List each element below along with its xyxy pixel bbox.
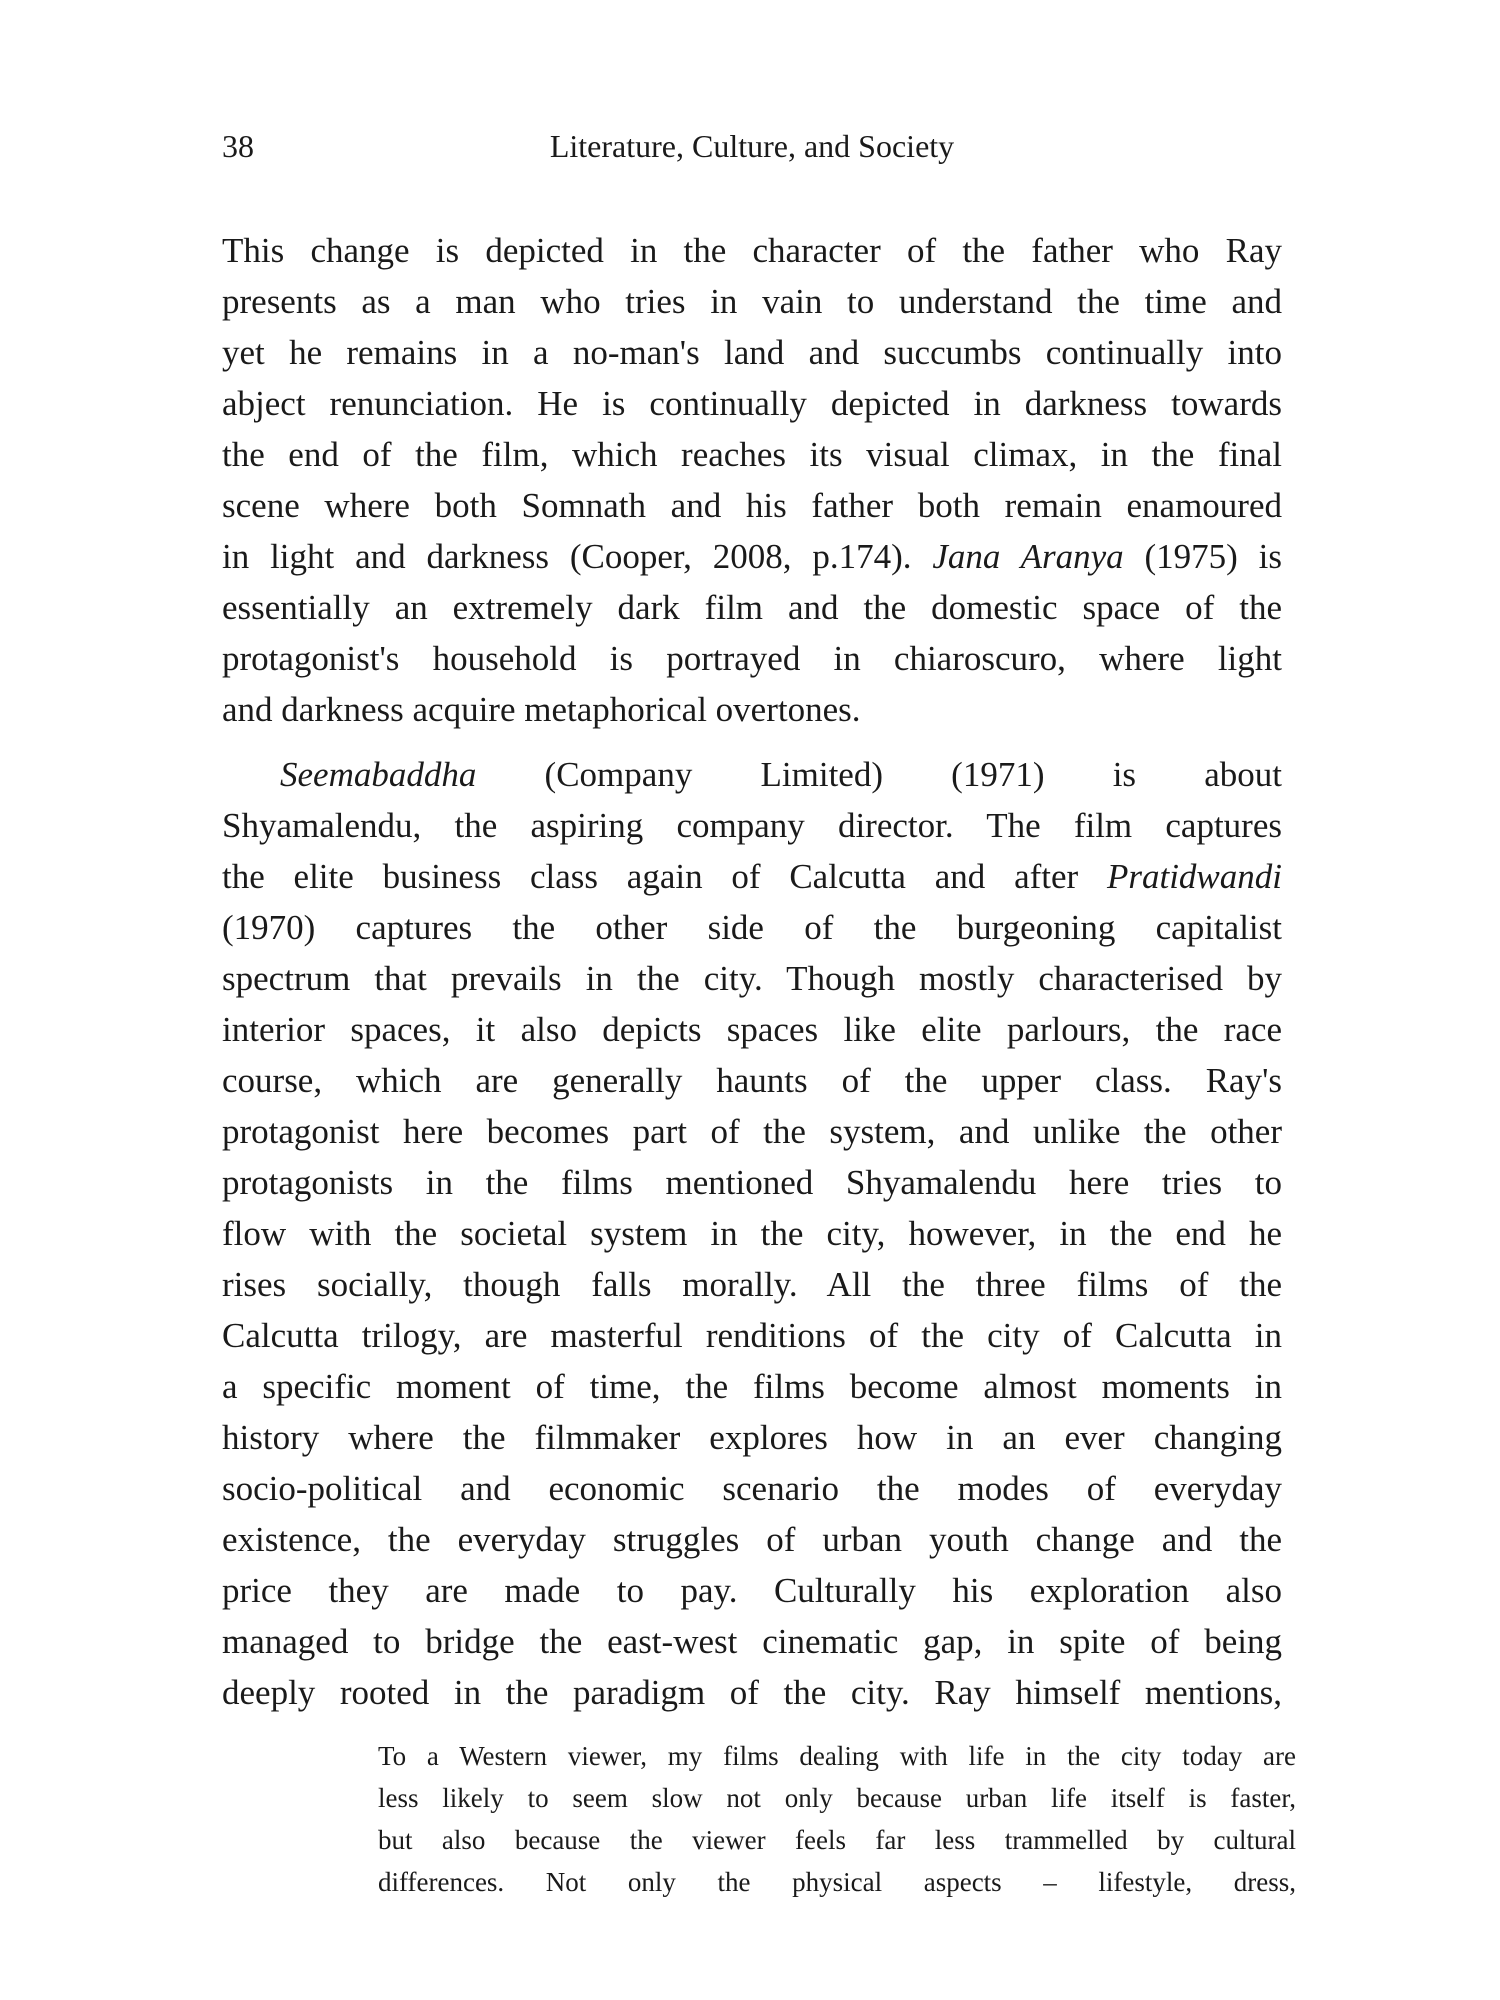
film-title: Jana Aranya <box>932 537 1124 576</box>
text-line: presents as a man who tries in vain to understand the time and <box>222 282 1282 321</box>
text-line <box>222 749 1282 800</box>
quote-line: less likely to seem slow not only because urban life itself is faster, <box>378 1783 1296 1813</box>
text-line: Calcutta trilogy, are masterful renditions of the city of Calcutta in <box>222 1316 1282 1355</box>
text-line: rises socially, though falls morally. All the three films of the <box>222 1265 1282 1304</box>
paragraph <box>222 749 1282 1718</box>
text-line <box>222 531 1282 582</box>
text-line: a specific moment of time, the films become almost moments in <box>222 1367 1282 1406</box>
paragraph <box>222 225 1282 735</box>
film-title: Pratidwandi <box>1106 857 1282 896</box>
text-line: spectrum that prevails in the city. Though mostly characterised by <box>222 959 1282 998</box>
text-line: yet he remains in a no-man's land and succumbs continually into <box>222 333 1282 372</box>
running-title: Literature, Culture, and Society <box>549 128 955 164</box>
text-span: the elite business class again of Calcutta and after <box>222 857 1107 896</box>
text-line: the end of the film, which reaches its visual climax, in the final <box>222 435 1282 474</box>
text-line: deeply rooted in the paradigm of the city. Ray himself mentions, <box>222 1673 1282 1712</box>
text-line: essentially an extremely dark film and the domestic space of the <box>222 588 1282 627</box>
text-span: (1975) is <box>1123 537 1283 576</box>
text-line: protagonists in the films mentioned Shyamalendu here tries to <box>222 1163 1282 1202</box>
text-line: socio-political and economic scenario the modes of everyday <box>222 1469 1282 1508</box>
quote-line: but also because the viewer feels far less trammelled by cultural <box>378 1825 1296 1855</box>
text-line: interior spaces, it also depicts spaces like elite parlours, the race <box>222 1010 1282 1049</box>
page-number: 38 <box>222 128 254 164</box>
text-line: abject renunciation. He is continually depicted in darkness towards <box>222 384 1282 423</box>
page-header <box>222 128 1282 168</box>
text-line: and darkness acquire metaphorical overtones. <box>222 690 861 729</box>
text-line: scene where both Somnath and his father both remain enamoured <box>222 486 1282 525</box>
quote-line: To a Western viewer, my films dealing with life in the city today are <box>378 1741 1296 1771</box>
text-line: price they are made to pay. Culturally his exploration also <box>222 1571 1282 1610</box>
text-line: managed to bridge the east-west cinematic gap, in spite of being <box>222 1622 1282 1661</box>
block-quote <box>378 1735 1296 1903</box>
text-line: course, which are generally haunts of the upper class. Ray's <box>222 1061 1282 1100</box>
text-line: existence, the everyday struggles of urban youth change and the <box>222 1520 1282 1559</box>
film-title: Seemabaddha <box>280 755 477 794</box>
text-span: in light and darkness (Cooper, 2008, p.174). <box>222 537 933 576</box>
text-line: flow with the societal system in the city, however, in the end he <box>222 1214 1282 1253</box>
text-line: (1970) captures the other side of the burgeoning capitalist <box>222 908 1282 947</box>
text-line: Shyamalendu, the aspiring company director. The film captures <box>222 806 1282 845</box>
text-line <box>222 851 1282 902</box>
text-line: history where the filmmaker explores how in an ever changing <box>222 1418 1282 1457</box>
paragraph-gap <box>222 735 1282 749</box>
body-text <box>222 225 1282 1718</box>
text-line: protagonist's household is portrayed in chiaroscuro, where light <box>222 639 1282 678</box>
text-line: This change is depicted in the character of the father who Ray <box>222 231 1282 270</box>
quote-line: differences. Not only the physical aspects – lifestyle, dress, <box>378 1867 1296 1897</box>
text-line: protagonist here becomes part of the system, and unlike the other <box>222 1112 1282 1151</box>
text-span: (Company Limited) (1971) is about <box>476 755 1282 794</box>
